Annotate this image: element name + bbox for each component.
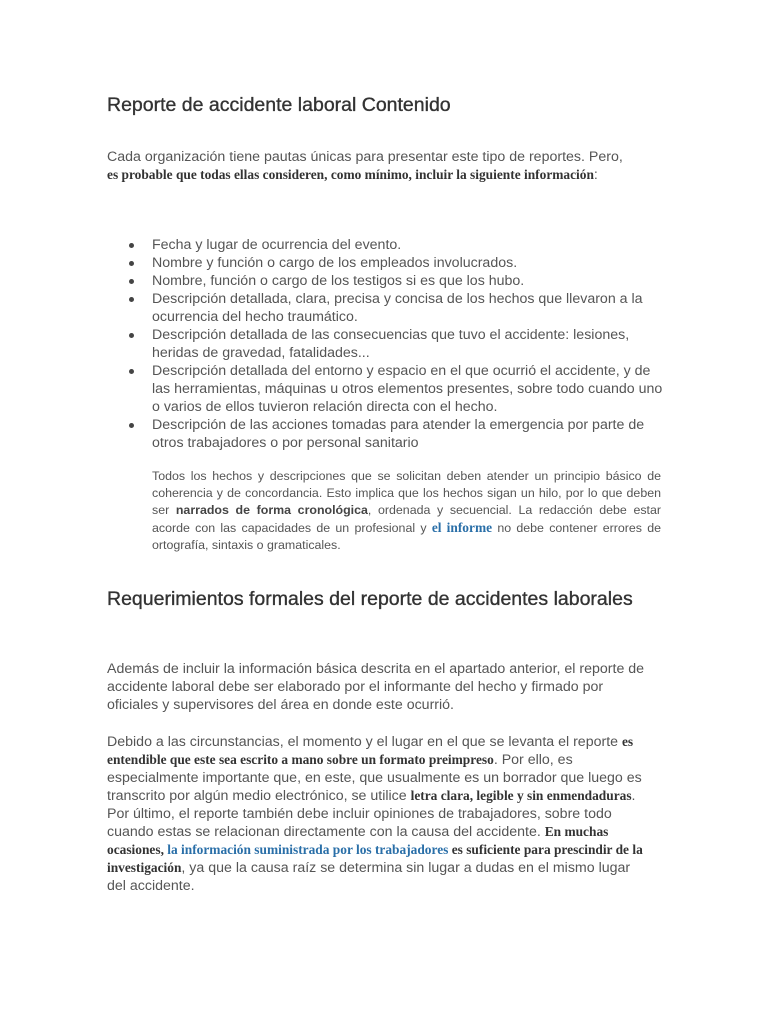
paragraph-bold-text: es suficiente para prescindir de la investigación bbox=[107, 842, 643, 875]
intro-bold-text: es probable que todas ellas consideren, como mínimo, incluir la siguiente información bbox=[107, 167, 594, 182]
list-item-text: Descripción de las acciones tomadas para atender la emergencia por parte de otros trabajadores o por personal sanitario bbox=[152, 417, 645, 451]
list-item bbox=[129, 416, 663, 452]
section-heading: Requerimientos formales del reporte de accidentes laborales bbox=[107, 588, 633, 610]
list-item-text: Fecha y lugar de ocurrencia del evento. bbox=[152, 237, 402, 253]
list-item bbox=[129, 326, 663, 362]
paragraph-text: Por último, el reporte también debe incluir opiniones de trabajadores, sobre todo cuando estas se relacionan directamente con la causa del accidente. bbox=[107, 806, 612, 840]
paragraph-bold-text: letra clara, legible y sin enmendaduras bbox=[410, 788, 632, 803]
bullet-icon bbox=[129, 279, 134, 284]
paragraph-text: Debido a las circunstancias, el momento y el lugar en el que se levanta el reporte bbox=[107, 734, 622, 750]
note-text: , ordenada y secuencial. La redacción debe estar acorde con las capacidades de un profesional y bbox=[152, 503, 662, 535]
bullet-icon bbox=[129, 369, 134, 374]
paragraph-text: . bbox=[631, 788, 636, 804]
paragraph-text: . Por ello, es especialmente importante que, en este, que usualmente es un borrador que luego es transcrito por algún medio electrónico, se utilice bbox=[107, 752, 642, 804]
list-item-text: Nombre, función o cargo de los testigos si es que los hubo. bbox=[152, 273, 525, 289]
list-item bbox=[129, 254, 663, 272]
paragraph-bold-text: En muchas ocasiones, bbox=[107, 824, 609, 857]
bullet-icon bbox=[129, 333, 134, 338]
intro-text: Cada organización tiene pautas únicas para presentar este tipo de reportes. Pero, bbox=[107, 149, 623, 165]
list-item-text: Descripción detallada de las consecuencias que tuvo el accidente: lesiones, heridas de gravedad, fatalidades... bbox=[152, 327, 630, 361]
note-bold-text: narrados de forma cronológica bbox=[175, 503, 368, 517]
bullet-icon bbox=[129, 297, 134, 302]
list-item-text: Nombre y función o cargo de los empleados involucrados. bbox=[152, 255, 518, 271]
body-paragraph: Además de incluir la información básica descrita en el apartado anterior, el reporte de accidente laboral debe ser elaborado por el informante del hecho y firmado por oficiales y supervisores del área en donde este ocurrió. bbox=[107, 661, 645, 713]
list-item bbox=[129, 272, 663, 290]
body-paragraph-formal bbox=[107, 733, 652, 895]
bullet-icon bbox=[129, 243, 134, 248]
workers-info-link[interactable]: la información suministrada por los trabajadores bbox=[167, 842, 449, 857]
report-link[interactable]: el informe bbox=[431, 520, 493, 535]
paragraph-text: , ya que la causa raíz se determina sin lugar a dudas en el mismo lugar del accidente. bbox=[107, 860, 631, 894]
list-item bbox=[129, 236, 663, 254]
intro-paragraph bbox=[107, 148, 627, 184]
bullet-icon bbox=[129, 261, 134, 266]
note-text: Todos los hechos y descripciones que se solicitan deben atender un principio básico de coherencia y de concordancia. Esto implica que los hechos sigan un hilo, por lo que deben ser bbox=[152, 469, 661, 517]
list-item-text: Descripción detallada del entorno y espacio en el que ocurrió el accidente, y de las herramientas, máquinas u otros elementos presentes, sobre todo cuando uno o varios de ellos tuvieron relación directa con el hecho. bbox=[152, 363, 663, 415]
list-item bbox=[129, 290, 663, 326]
list-item-text: Descripción detallada, clara, precisa y concisa de los hechos que llevaron a la ocurrencia del hecho traumático. bbox=[152, 291, 643, 325]
note-text: no debe contener errores de ortografía, sintaxis o gramaticales. bbox=[152, 521, 662, 552]
intro-colon: : bbox=[593, 167, 598, 183]
requirements-list bbox=[129, 236, 663, 452]
paragraph-bold-text: es entendible que este sea escrito a mano sobre un formato preimpreso bbox=[107, 734, 634, 767]
list-item bbox=[129, 362, 663, 416]
bullet-icon bbox=[129, 423, 134, 428]
page-title: Reporte de accidente laboral Contenido bbox=[107, 94, 451, 116]
coherence-note bbox=[152, 468, 661, 554]
